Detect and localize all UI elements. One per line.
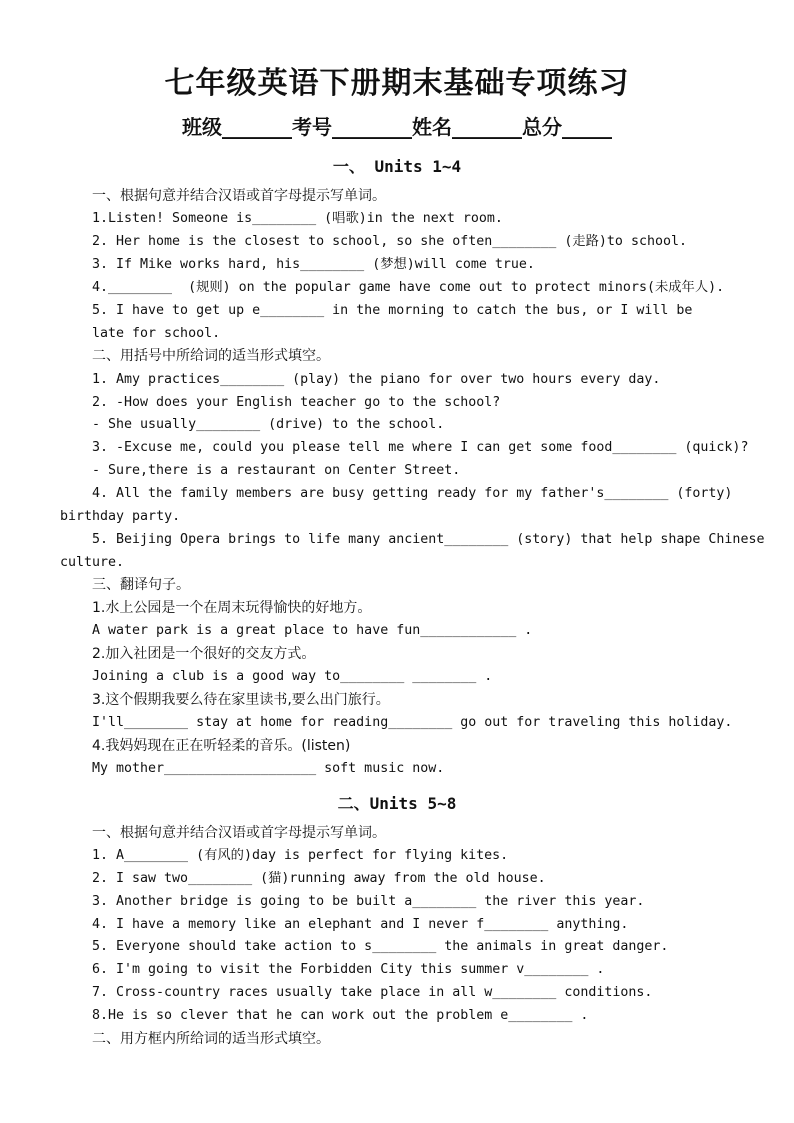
chinese-sentence: 2.加入社团是一个很好的交友方式。 bbox=[92, 646, 316, 662]
question-line: 4. All the family members are busy getting ready for my father's________ (forty) bbox=[92, 486, 733, 501]
section-heading-units-1-4: 一、 Units 1~4 bbox=[332, 157, 462, 176]
question-line: 7. Cross-country races usually take place in all w________ conditions. bbox=[92, 985, 653, 1000]
chinese-sentence: 1.水上公园是一个在周末玩得愉快的好地方。 bbox=[92, 600, 372, 616]
section-heading-units-5-8: 二、Units 5~8 bbox=[337, 794, 457, 813]
question-line: 5. Beijing Opera brings to life many ancient________ (story) that help shape Chinese bbox=[92, 532, 765, 547]
question-line: - Sure,there is a restaurant on Center Street. bbox=[92, 463, 461, 478]
question-line: 1. A________ (有风的)day is perfect for flying kites. bbox=[92, 848, 509, 863]
translation-line: I'll________ stay at home for reading________ go out for traveling this holiday. bbox=[92, 715, 733, 730]
part-title: 三、翻译句子。 bbox=[92, 577, 190, 593]
part-title: 二、用括号中所给词的适当形式填空。 bbox=[92, 348, 330, 364]
question-line: 2. -How does your English teacher go to the school? bbox=[92, 395, 501, 410]
question-line: 1. Amy practices________ (play) the piano for over two hours every day. bbox=[92, 372, 661, 387]
question-line: 3. -Excuse me, could you please tell me where I can get some food________ (quick)? bbox=[92, 440, 749, 455]
question-line: 2. I saw two________ (猫)running away from the old house. bbox=[92, 871, 546, 886]
question-line: 4.________ (规则) on the popular game have come out to protect minors(未成年人). bbox=[92, 280, 725, 295]
part-title: 一、根据句意并结合汉语或首字母提示写单词。 bbox=[92, 188, 386, 204]
translation-line: A water park is a great place to have fun____________ . bbox=[92, 623, 533, 638]
translation-line: Joining a club is a good way to________ ________ . bbox=[92, 669, 493, 684]
question-line: birthday party. bbox=[60, 509, 181, 524]
chinese-sentence: 4.我妈妈现在正在听轻柔的音乐。(listen) bbox=[92, 738, 351, 754]
page-title: 七年级英语下册期末基础专项练习 bbox=[164, 66, 630, 101]
question-line: 4. I have a memory like an elephant and I never f________ anything. bbox=[92, 917, 629, 932]
question-line: - She usually________ (drive) to the school. bbox=[92, 417, 445, 432]
part-title: 二、用方框内所给词的适当形式填空。 bbox=[92, 1031, 330, 1047]
question-line: late for school. bbox=[92, 326, 221, 341]
chinese-sentence: 3.这个假期我要么待在家里读书,要么出门旅行。 bbox=[92, 692, 390, 708]
question-line: culture. bbox=[60, 555, 125, 570]
question-line: 5. I have to get up e________ in the morning to catch the bus, or I will be bbox=[92, 303, 693, 318]
question-line: 8.He is so clever that he can work out the problem e________ . bbox=[92, 1008, 589, 1023]
question-line: 3. If Mike works hard, his________ (梦想)will come true. bbox=[92, 257, 535, 272]
translation-line: My mother___________________ soft music now. bbox=[92, 761, 445, 776]
question-line: 3. Another bridge is going to be built a________ the river this year. bbox=[92, 894, 645, 909]
part-title: 一、根据句意并结合汉语或首字母提示写单词。 bbox=[92, 825, 386, 841]
question-line: 6. I'm going to visit the Forbidden City this summer v________ . bbox=[92, 962, 605, 977]
question-line: 1.Listen! Someone is________ (唱歌)in the next room. bbox=[92, 211, 503, 226]
student-info-line: 班级_______考号________姓名_______总分_____ bbox=[182, 115, 612, 139]
question-line: 2. Her home is the closest to school, so she often________ (走路)to school. bbox=[92, 234, 687, 249]
question-line: 5. Everyone should take action to s________ the animals in great danger. bbox=[92, 939, 669, 954]
